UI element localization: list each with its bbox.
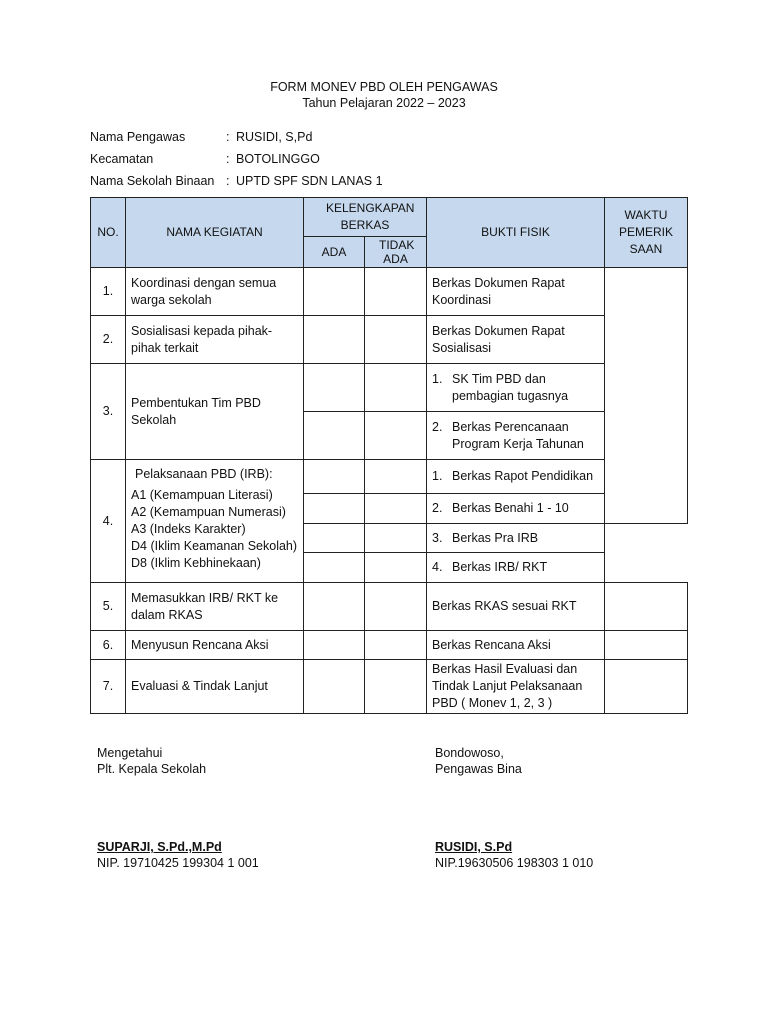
checkbox-ada-cell[interactable] <box>304 460 365 494</box>
header-bukti: BUKTI FISIK <box>427 198 605 268</box>
waktu-cell[interactable] <box>605 631 688 660</box>
row-bukti-item <box>427 412 605 460</box>
row-kegiatan: Pelaksanaan PBD (IRB): <box>135 467 273 481</box>
sign-name: SUPARJI, S.Pd.,M.Pd <box>97 840 222 854</box>
item-text: Berkas Pra IRB <box>452 530 539 545</box>
checkbox-tidak-ada-cell[interactable] <box>365 460 427 494</box>
header-waktu: WAKTU PEMERIK SAAN <box>605 198 688 268</box>
item-text: Berkas IRB/ RKT <box>452 560 548 574</box>
header-tidak-ada: TIDAK ADA <box>365 237 427 268</box>
row-kegiatan: Memasukkan IRB/ RKT ke dalam RKAS <box>126 583 304 631</box>
sign-nip: NIP.19630506 198303 1 010 <box>435 856 594 870</box>
info-value: RUSIDI, S,Pd <box>236 130 313 144</box>
item-text: Berkas Rapot Pendidikan <box>452 469 594 483</box>
waktu-cell[interactable] <box>605 583 688 631</box>
row-kegiatan: Evaluasi & Tindak Lanjut <box>126 660 304 714</box>
checkbox-ada-cell[interactable] <box>304 412 365 460</box>
identity-info <box>90 130 690 196</box>
checkbox-tidak-ada-cell[interactable] <box>365 583 427 631</box>
checkbox-ada-cell[interactable] <box>304 660 365 714</box>
checkbox-tidak-ada-cell[interactable] <box>365 364 427 412</box>
table-row <box>91 631 688 660</box>
checkbox-tidak-ada-cell[interactable] <box>365 553 427 583</box>
info-colon: : <box>226 130 230 144</box>
waktu-cell-merged[interactable] <box>605 268 688 524</box>
row-kegiatan: Koordinasi dengan semua warga sekolah <box>126 268 304 316</box>
row-number: 2. <box>91 316 126 364</box>
item-number: 2. <box>432 419 443 434</box>
checkbox-ada-cell[interactable] <box>304 583 365 631</box>
sign-role: Plt. Kepala Sekolah <box>97 762 207 776</box>
sign-caption: Mengetahui <box>97 746 163 760</box>
indikator-item: A2 (Kemampuan Numerasi) <box>131 505 286 519</box>
indikator-item: D4 (Iklim Keamanan Sekolah) <box>131 539 298 553</box>
info-label: Nama Pengawas <box>90 130 186 144</box>
item-number: 1. <box>432 371 443 386</box>
info-row-kecamatan <box>90 152 690 174</box>
item-number: 2. <box>432 501 443 515</box>
table-row <box>91 316 688 364</box>
table-row <box>91 364 688 412</box>
row-kegiatan: Sosialisasi kepada pihak-pihak terkait <box>126 316 304 364</box>
checkbox-tidak-ada-cell[interactable] <box>365 524 427 553</box>
row-kegiatan: Pembentukan Tim PBD Sekolah <box>126 364 304 460</box>
checkbox-ada-cell[interactable] <box>304 364 365 412</box>
checkbox-tidak-ada-cell[interactable] <box>365 660 427 714</box>
row-bukti-item <box>427 494 605 524</box>
row-bukti: Berkas Rencana Aksi <box>427 631 605 660</box>
checkbox-ada-cell[interactable] <box>304 268 365 316</box>
sign-nip: NIP. 19710425 199304 1 001 <box>97 856 259 870</box>
row-bukti-item <box>427 553 605 583</box>
form-subtitle: Tahun Pelajaran 2022 – 2023 <box>302 96 466 110</box>
row-kegiatan-detail <box>126 460 304 583</box>
row-number: 7. <box>91 660 126 714</box>
info-colon: : <box>226 174 230 188</box>
info-label: Kecamatan <box>90 152 154 166</box>
checkbox-tidak-ada-cell[interactable] <box>365 631 427 660</box>
info-row-pengawas <box>90 130 690 152</box>
header-kegiatan: NAMA KEGIATAN <box>126 198 304 268</box>
row-bukti: Berkas Dokumen Rapat Koordinasi <box>427 268 605 316</box>
checkbox-ada-cell[interactable] <box>304 494 365 524</box>
form-title: FORM MONEV PBD OLEH PENGAWAS <box>270 80 498 94</box>
info-label: Nama Sekolah Binaan <box>90 174 215 188</box>
indikator-item: D8 (Iklim Kebhinekaan) <box>131 556 261 570</box>
sign-caption: Bondowoso, <box>435 746 504 760</box>
checkbox-tidak-ada-cell[interactable] <box>365 268 427 316</box>
table-row <box>91 268 688 316</box>
checkbox-ada-cell[interactable] <box>304 631 365 660</box>
row-bukti-item <box>427 460 605 494</box>
waktu-cell[interactable] <box>605 660 688 714</box>
checkbox-ada-cell[interactable] <box>304 524 365 553</box>
row-bukti: Berkas Dokumen Rapat Sosialisasi <box>427 316 605 364</box>
item-text: Berkas Benahi 1 - 10 <box>452 501 569 515</box>
sign-name: RUSIDI, S.Pd <box>435 840 513 854</box>
table-row <box>91 660 688 714</box>
header-ada: ADA <box>304 237 365 268</box>
header-kelengkapan: KELENGKAPAN BERKAS <box>304 198 427 237</box>
monev-table <box>90 197 688 714</box>
item-number: 1. <box>432 469 443 483</box>
row-kegiatan: Menyusun Rencana Aksi <box>126 631 304 660</box>
row-number: 5. <box>91 583 126 631</box>
info-row-sekolah <box>90 174 690 196</box>
row-number: 3. <box>91 364 126 460</box>
item-text: SK Tim PBD dan pembagian tugasnya <box>452 371 569 403</box>
row-number: 4. <box>91 460 126 583</box>
indikator-item: A3 (Indeks Karakter) <box>131 522 246 536</box>
signature-right <box>435 745 593 871</box>
table-row <box>91 460 688 494</box>
info-value: BOTOLINGGO <box>236 152 320 166</box>
row-bukti-item <box>427 524 605 553</box>
item-number: 3. <box>432 530 443 545</box>
row-number: 1. <box>91 268 126 316</box>
checkbox-tidak-ada-cell[interactable] <box>365 316 427 364</box>
table-row <box>91 583 688 631</box>
row-bukti: Berkas RKAS sesuai RKT <box>427 583 605 631</box>
signature-left <box>97 745 259 871</box>
row-bukti-item <box>427 364 605 412</box>
item-text: Berkas Perencanaan Program Kerja Tahunan <box>452 419 584 451</box>
checkbox-ada-cell[interactable] <box>304 553 365 583</box>
info-colon: : <box>226 152 230 166</box>
checkbox-ada-cell[interactable] <box>304 316 365 364</box>
row-bukti: Berkas Hasil Evaluasi dan Tindak Lanjut Pelaksanaan PBD ( Monev 1, 2, 3 ) <box>427 660 605 714</box>
sign-role: Pengawas Bina <box>435 762 522 776</box>
checkbox-tidak-ada-cell[interactable] <box>365 412 427 460</box>
row-number: 6. <box>91 631 126 660</box>
header-no: NO. <box>91 198 126 268</box>
info-value: UPTD SPF SDN LANAS 1 <box>236 174 383 188</box>
item-number: 4. <box>432 560 443 574</box>
indikator-item: A1 (Kemampuan Literasi) <box>131 488 273 502</box>
checkbox-tidak-ada-cell[interactable] <box>365 494 427 524</box>
